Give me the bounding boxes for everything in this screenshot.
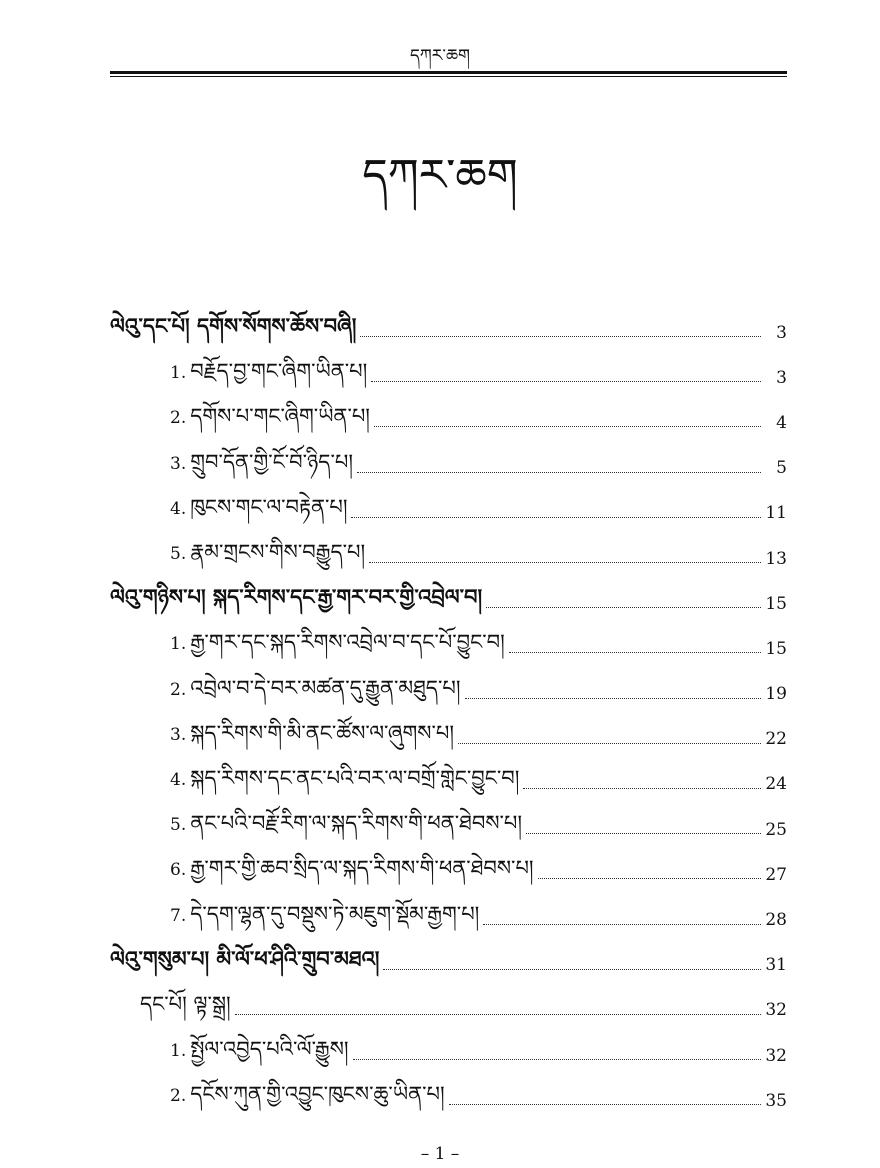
toc-page-number: 22 <box>765 729 787 750</box>
toc-entry-text: སྐད་རིགས་གི་མི་ནང་ཚོས་ལ་ཞུགས་པ། <box>190 720 455 745</box>
toc-page-number: 5 <box>776 458 787 479</box>
page-number: – 1 – <box>420 1144 460 1164</box>
dot-leader <box>371 381 761 382</box>
toc-entry-text: དགོས་པ་གང་ཞིག་ཡིན་པ། <box>190 404 370 429</box>
toc-entry-label <box>170 1071 445 1130</box>
toc-entry-text: རྒྱ་གར་གྱི་ཆབ་སྲིད་ལ་སྐད་རིགས་གི་ཕན་ཐེབས་པ། <box>190 856 534 881</box>
toc-entry-text: བརྗོད་བྱ་གང་ཞིག་ཡིན་པ། <box>190 359 368 384</box>
dot-leader <box>538 878 761 879</box>
toc-page-number: 35 <box>765 1090 787 1111</box>
toc-entry-number: 3. <box>170 724 187 745</box>
toc-page-number: 3 <box>776 367 787 388</box>
toc-entry-text: རྣམ་གྲངས་གིས་བརྒྱུད་པ། <box>190 540 366 565</box>
toc-entry-number: 3. <box>170 453 187 474</box>
dot-leader <box>235 1014 761 1015</box>
toc-page-number: 32 <box>765 1000 787 1021</box>
dot-leader <box>357 472 761 473</box>
toc-page-number: 32 <box>765 1045 787 1066</box>
toc-entry-number: 5. <box>170 544 187 565</box>
toc-entry-text: དང་པོ། ལྟ་སྒྲ། <box>140 991 231 1016</box>
dot-leader <box>523 788 761 789</box>
toc-page-number: 31 <box>765 955 787 976</box>
toc-entry-number: 2. <box>170 1086 187 1107</box>
toc-entry-text: སྤྱོལ་འབྱེད་པའི་ལོ་རྒྱུས། <box>190 1037 349 1062</box>
toc-page-number: 19 <box>765 684 787 705</box>
toc-entry-text: ཁུངས་གང་ལ་བརྟེན་པ། <box>190 494 348 519</box>
dot-leader <box>526 833 761 834</box>
toc-entry-number: 6. <box>170 860 187 881</box>
toc-entry-number: 1. <box>170 634 187 655</box>
toc-entry-text: སྐད་རིགས་དང་ནང་པའི་བར་ལ་བགྲོ་གླེང་བྱུང་བ། <box>190 765 520 790</box>
toc-entry-number: 5. <box>170 815 187 836</box>
toc-page-number: 25 <box>765 819 787 840</box>
dot-leader <box>360 336 761 337</box>
toc-page-number: 15 <box>765 638 787 659</box>
dot-leader <box>353 1059 761 1060</box>
toc-entry-text: ལེའུ་གཉིས་པ། སྐད་རིགས་དང་རྒྱ་གར་བར་གྱི་འབྲེལ་བ། <box>110 584 483 610</box>
dot-leader <box>465 698 761 699</box>
dot-leader <box>486 607 761 608</box>
toc-entry-number: 7. <box>170 905 187 926</box>
toc-page-number: 27 <box>765 864 787 885</box>
running-head: དཀར་ཆག <box>409 46 471 66</box>
dot-leader <box>509 652 761 653</box>
toc-page-number: 4 <box>776 412 787 433</box>
toc-entry-number: 4. <box>170 498 187 519</box>
toc-entry-number: 2. <box>170 679 187 700</box>
table-of-contents <box>110 310 787 1123</box>
dot-leader <box>449 1104 761 1105</box>
toc-entry-text: དངོས་ཀུན་གྱི་འབྱུང་ཁུངས་ཆུ་ཡིན་པ། <box>190 1082 445 1107</box>
toc-entry-number: 4. <box>170 769 187 790</box>
dot-leader <box>483 924 761 925</box>
dot-leader <box>458 743 761 744</box>
toc-entry-text: རྒྱ་གར་དང་སྐད་རིགས་འབྲེལ་བ་དང་པོ་བྱུང་བ། <box>190 630 505 655</box>
dot-leader <box>383 969 761 970</box>
toc-page-number: 11 <box>765 503 787 524</box>
toc-entry-text: ནང་པའི་བརྗོ་རིག་ལ་སྐད་རིགས་གི་ཕན་ཐེབས་པ། <box>190 811 523 836</box>
toc-entry-number: 2. <box>170 408 187 429</box>
toc-section-entry[interactable] <box>110 1078 787 1123</box>
toc-entry-number: 1. <box>170 1041 187 1062</box>
toc-page-number: 24 <box>765 774 787 795</box>
header-rule-thin <box>110 76 787 77</box>
toc-entry-text: ལེའུ་གསུམ་པ། མི་ལོ་ཕ་ཤིའི་གྲུབ་མཐའ། <box>110 945 380 971</box>
toc-entry-number: 1. <box>170 363 187 384</box>
toc-page-number: 3 <box>776 322 787 343</box>
header-rule-thick <box>110 71 787 74</box>
toc-page-number: 15 <box>765 593 787 614</box>
toc-entry-text: དེ་དག་ལྷན་དུ་བསྡུས་ཏེ་མཇུག་སྡོམ་རྒྱག་པ། <box>190 901 480 926</box>
toc-entry-text: གྲུབ་དོན་གྱི་ངོ་བོ་ཉིད་པ། <box>190 449 353 474</box>
dot-leader <box>351 517 761 518</box>
dot-leader <box>369 562 761 563</box>
page-title: དཀར་ཆག <box>362 150 518 201</box>
toc-entry-text: འབྲེལ་བ་དེ་བར་མཚན་དུ་རྒྱུན་མཐུད་པ། <box>190 675 461 700</box>
dot-leader <box>374 426 761 427</box>
toc-entry-text: ལེའུ་དང་པོ། དགོས་སོགས་ཆོས་བཞི། <box>110 313 357 339</box>
toc-page-number: 13 <box>765 548 787 569</box>
toc-page-number: 28 <box>765 910 787 931</box>
